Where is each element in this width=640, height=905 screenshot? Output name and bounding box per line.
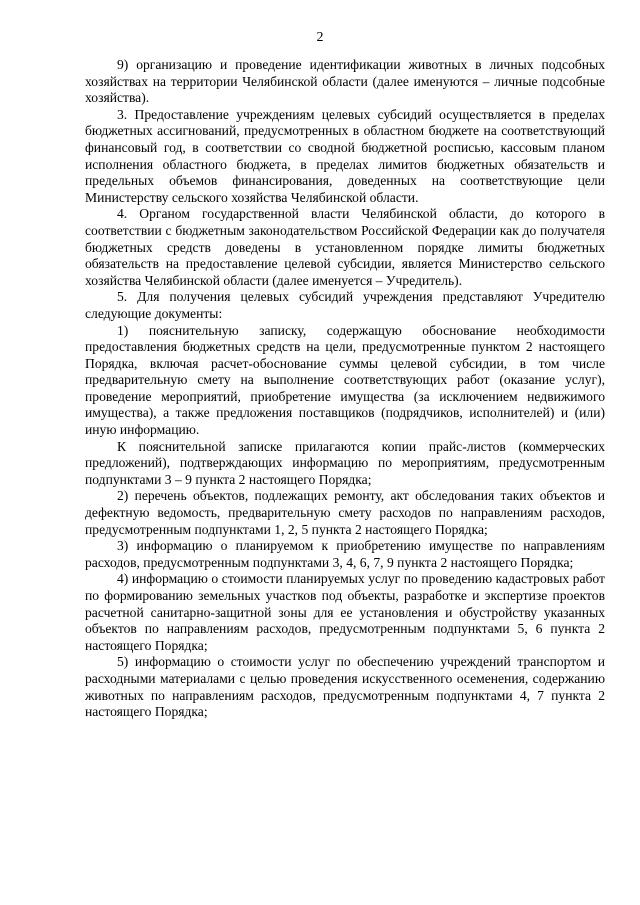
paragraph-subitem-3: 3) информацию о планируемом к приобретению имуществе по направлениям расходов, предусмотренным подпунктами 3, 4, 6, 7, 9 пункта 2 настоящего Порядка; <box>85 538 605 570</box>
document-body <box>85 57 605 721</box>
paragraph-clause-5: 5. Для получения целевых субсидий учреждения представляют Учредителю следующие документы: <box>85 289 605 321</box>
paragraph-clause-4: 4. Органом государственной власти Челябинской области, до которого в соответствии с бюджетным законодательством Российской Федерации как до получателя бюджетных средств доведены в установленном порядке лимиты бюджетных обязательств на предоставление целевой субсидии, является Министерство сельского хозяйства Челябинской области (далее именуется – Учредитель). <box>85 206 605 288</box>
paragraph-subitem-5: 5) информацию о стоимости услуг по обеспечению учреждений транспортом и расходными материалами с целью проведения искусственного осеменения, содержанию животных по направлениям расходов, предусмотренным подпунктами 4, 7 пункта 2 настоящего Порядка; <box>85 654 605 720</box>
page-number: 2 <box>316 30 324 45</box>
paragraph-attachment-note: К пояснительной записке прилагаются копии прайс-листов (коммерческих предложений), подтверждающих информацию по мероприятиям, предусмотренным подпунктами 3 – 9 пункта 2 настоящего Порядка; <box>85 438 605 487</box>
paragraph-clause-3: 3. Предоставление учреждениям целевых субсидий осуществляется в пределах бюджетных ассигнований, предусмотренных в областном бюджете на соответствующий финансовый год, в соответствии со сводной бюджетной росписью, кассовым планом исполнения областного бюджета, в пределах лимитов бюджетных обязательств и предельных объемов финансирования, доведенных на соответствующие цели Министерству сельского хозяйства Челябинской области. <box>85 106 605 205</box>
paragraph-item-9: 9) организацию и проведение идентификации животных в личных подсобных хозяйствах на территории Челябинской области (далее именуются – личные подсобные хозяйства). <box>85 57 605 106</box>
paragraph-subitem-4: 4) информацию о стоимости планируемых услуг по проведению кадастровых работ по формированию земельных участков под объекты, разработке и экспертизе проектов расчетной санитарно-защитной зоны для ее установления и обустройству указанных объектов по направлениям расходов, предусмотренным подпунктами 5, 6 пункта 2 настоящего Порядка; <box>85 571 605 653</box>
paragraph-subitem-1: 1) пояснительную записку, содержащую обоснование необходимости предоставления бюджетных средств на цели, предусмотренные пунктом 2 настоящего Порядка, включая расчет-обоснование суммы целевой субсидии, в том числе предварительную смету на выполнение соответствующих работ (оказание услуг), проведение мероприятий, приобретение имущества (за исключением недвижимого имущества), а также предложения поставщиков (подрядчиков, исполнителей) и (или) иную информацию. <box>85 322 605 438</box>
paragraph-subitem-2: 2) перечень объектов, подлежащих ремонту, акт обследования таких объектов и дефектную ведомость, предварительную смету расходов по направлениям расходов, предусмотренным подпунктами 1, 2, 5 пункта 2 настоящего Порядка; <box>85 488 605 537</box>
